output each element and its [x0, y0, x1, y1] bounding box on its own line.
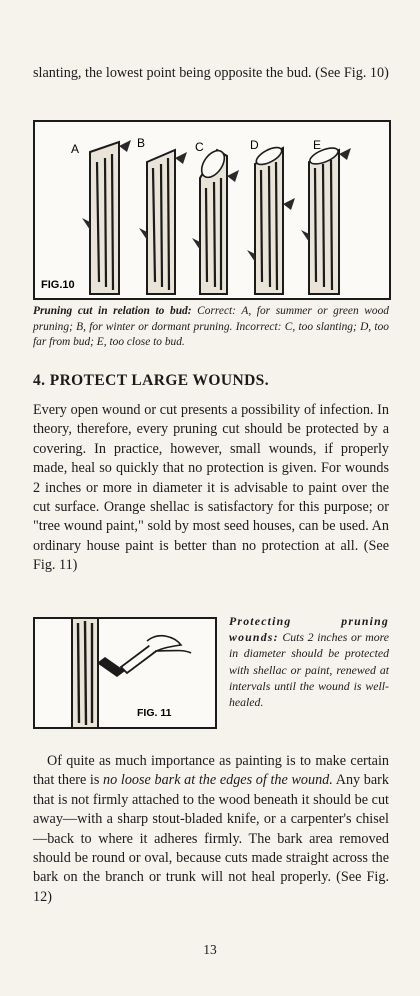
label-a: A — [71, 142, 80, 156]
paragraph-protect-wounds: Every open wound or cut presents a possibility of infection. In theory, therefore, every pruning cut should be protected by a covering. In practice, however, small wounds, if properly made, heal so quickly that no protection is given. For wounds 2 inches or more in diameter it is advisable to paint over the cut surface. Orange shellac is satisfactory for this purpose; or "tree wound paint," sold by most seed houses, can be used. An ordinary house paint is better than no protection at all. (See Fig. 11) — [33, 402, 389, 574]
label-b: B — [137, 136, 146, 150]
paragraph-loose-bark-after: Any bark that is not firmly attached to the wood beneath it should be cut away—with a sharp stout-bladed knife, or a carpenter's chisel—back to where it adheres firmly. The bark area removed should be round or oval, because cuts made straight across the bark on the branch or trunk will not heal properly. (See Fig. 12) — [33, 772, 389, 905]
figure-11-caption-lead: Protecting pruning wounds: — [229, 614, 389, 645]
figure-11 — [33, 617, 217, 729]
page-number: 13 — [203, 942, 217, 957]
intro-paragraph: slanting, the lowest point being opposite the bud. (See Fig. 10) — [33, 65, 389, 81]
stem-a — [82, 140, 131, 294]
figure-11-caption-body: Cuts 2 inches or more in diameter should be protected with shellac or paint, renewed at intervals until the wound is well-healed. — [229, 630, 389, 710]
label-c: C — [195, 140, 204, 154]
figure-11-label: FIG. 11 — [137, 707, 172, 719]
label-d: D — [250, 138, 259, 152]
figure-10-caption-body: Correct: A, for summer or green wood pruning; B, for winter or dormant pruning. Incorrect: C, too slanting; D, too far from bud; E, too close to bud. — [33, 305, 389, 349]
label-e: E — [313, 138, 322, 152]
paint-brush-icon — [97, 636, 191, 677]
figure-10-caption — [33, 304, 389, 351]
paragraph-loose-bark-emphasis: no loose bark at the edges of the wound. — [103, 772, 333, 789]
stem-e — [301, 145, 351, 294]
section-heading: 4. PROTECT LARGE WOUNDS. — [33, 372, 269, 389]
figure-10-illustration — [35, 122, 389, 298]
stem-c — [192, 147, 239, 294]
figure-10-label: FIG.10 — [41, 279, 75, 291]
stem-d — [247, 144, 295, 294]
figure-10 — [33, 120, 391, 300]
figure-11-illustration — [35, 619, 215, 727]
figure-10-caption-lead: Pruning cut in relation to bud: — [33, 305, 192, 317]
paragraph-loose-bark-before: Of quite as much importance as painting is to make certain that there is — [33, 753, 389, 789]
figure-11-caption — [229, 613, 389, 710]
stem-b — [139, 150, 187, 294]
paragraph-loose-bark — [33, 752, 389, 907]
